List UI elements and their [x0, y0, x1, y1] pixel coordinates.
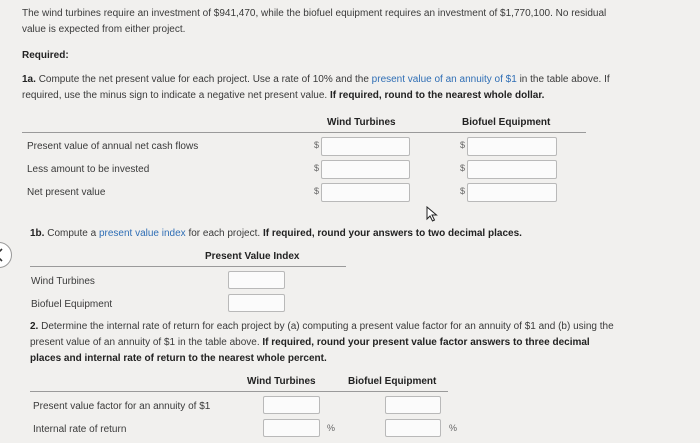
biofuel-npv-input[interactable]: [467, 183, 557, 202]
intro-line-2: value is expected from either project.: [22, 24, 186, 35]
q1a-row-pv-cash-flows: Present value of annual net cash flows: [27, 141, 199, 152]
q1a-number: 1a.: [22, 74, 36, 85]
currency-symbol: $: [460, 163, 466, 173]
q1a-line-2: [22, 88, 544, 104]
pv-annuity-link[interactable]: present value of an annuity of $1: [371, 74, 517, 85]
previous-arrow-button[interactable]: [0, 242, 12, 268]
currency-symbol: $: [314, 140, 320, 150]
currency-symbol: $: [460, 186, 466, 196]
q1b-line: [30, 226, 522, 242]
wind-npv-input[interactable]: [321, 183, 410, 202]
biofuel-amount-invested-input[interactable]: [467, 160, 557, 179]
q1a-row-amount-invested: Less amount to be invested: [27, 164, 150, 175]
percent-sign: %: [449, 423, 458, 433]
biofuel-pv-cash-flows-input[interactable]: [467, 137, 557, 156]
q1a-col-wind-turbines: Wind Turbines: [327, 117, 396, 128]
required-heading: Required:: [22, 50, 69, 61]
q1b-header-rule: [30, 266, 346, 267]
wind-pv-factor-input[interactable]: [263, 396, 320, 414]
currency-symbol: $: [314, 163, 320, 173]
wind-pv-index-input[interactable]: [228, 271, 285, 289]
q2-line2-plain: present value of an annuity of $1 in the table above.: [30, 337, 260, 348]
percent-sign: %: [327, 423, 336, 433]
q2-header-rule: [30, 391, 448, 392]
q1b-text-1: Compute a: [47, 228, 97, 239]
q2-line-3: places and internal rate of return to the nearest whole percent.: [30, 353, 327, 364]
wind-irr-input[interactable]: [263, 419, 320, 437]
q2-col-biofuel-equipment: Biofuel Equipment: [348, 376, 437, 387]
biofuel-irr-input[interactable]: [385, 419, 441, 437]
q1a-col-biofuel-equipment: Biofuel Equipment: [462, 117, 551, 128]
q2-line-1: [30, 319, 614, 335]
q1b-col-pv-index: Present Value Index: [205, 251, 300, 262]
q2-row-irr: Internal rate of return: [33, 424, 127, 435]
q1b-row-wind-turbines: Wind Turbines: [31, 276, 95, 287]
q1a-line2-bold: If required, round to the nearest whole dollar.: [329, 90, 545, 101]
q1b-text-2: for each project.: [188, 228, 261, 239]
chevron-left-icon: [0, 248, 3, 262]
pv-index-link[interactable]: present value index: [98, 228, 186, 239]
mouse-pointer-icon: [426, 206, 438, 222]
q1a-text-2: in the table above. If: [519, 74, 610, 85]
q1b-number: 1b.: [30, 228, 45, 239]
q1a-text-1: Compute the net present value for each project. Use a rate of 10% and the: [38, 74, 369, 85]
q2-row-pv-factor: Present value factor for an annuity of $1: [33, 401, 211, 412]
wind-amount-invested-input[interactable]: [321, 160, 410, 179]
q1a-header-rule: [22, 132, 586, 133]
q1a-row-npv: Net present value: [27, 187, 106, 198]
q2-line1-text: Determine the internal rate of return for each project by (a) computing a present value factor for an annuity of $1 and (b) using the: [41, 321, 614, 332]
biofuel-pv-index-input[interactable]: [228, 294, 285, 312]
q1a-line2-plain: required, use the minus sign to indicate a negative net present value.: [22, 90, 328, 101]
currency-symbol: $: [314, 186, 320, 196]
q2-col-wind-turbines: Wind Turbines: [247, 376, 316, 387]
q1b-row-biofuel-equipment: Biofuel Equipment: [31, 299, 113, 310]
q2-line-2: [30, 335, 590, 351]
currency-symbol: $: [460, 140, 466, 150]
q2-line2-bold: If required, round your present value factor answers to three decimal: [262, 337, 590, 348]
wind-pv-cash-flows-input[interactable]: [321, 137, 410, 156]
intro-line-1: The wind turbines require an investment of $941,470, while the biofuel equipment requires an investment of $1,770,100. No residual: [22, 8, 607, 19]
q2-number: 2.: [30, 321, 39, 332]
biofuel-pv-factor-input[interactable]: [385, 396, 441, 414]
q1b-bold: If required, round your answers to two decimal places.: [262, 228, 522, 239]
q1a-line-1: [22, 72, 610, 88]
